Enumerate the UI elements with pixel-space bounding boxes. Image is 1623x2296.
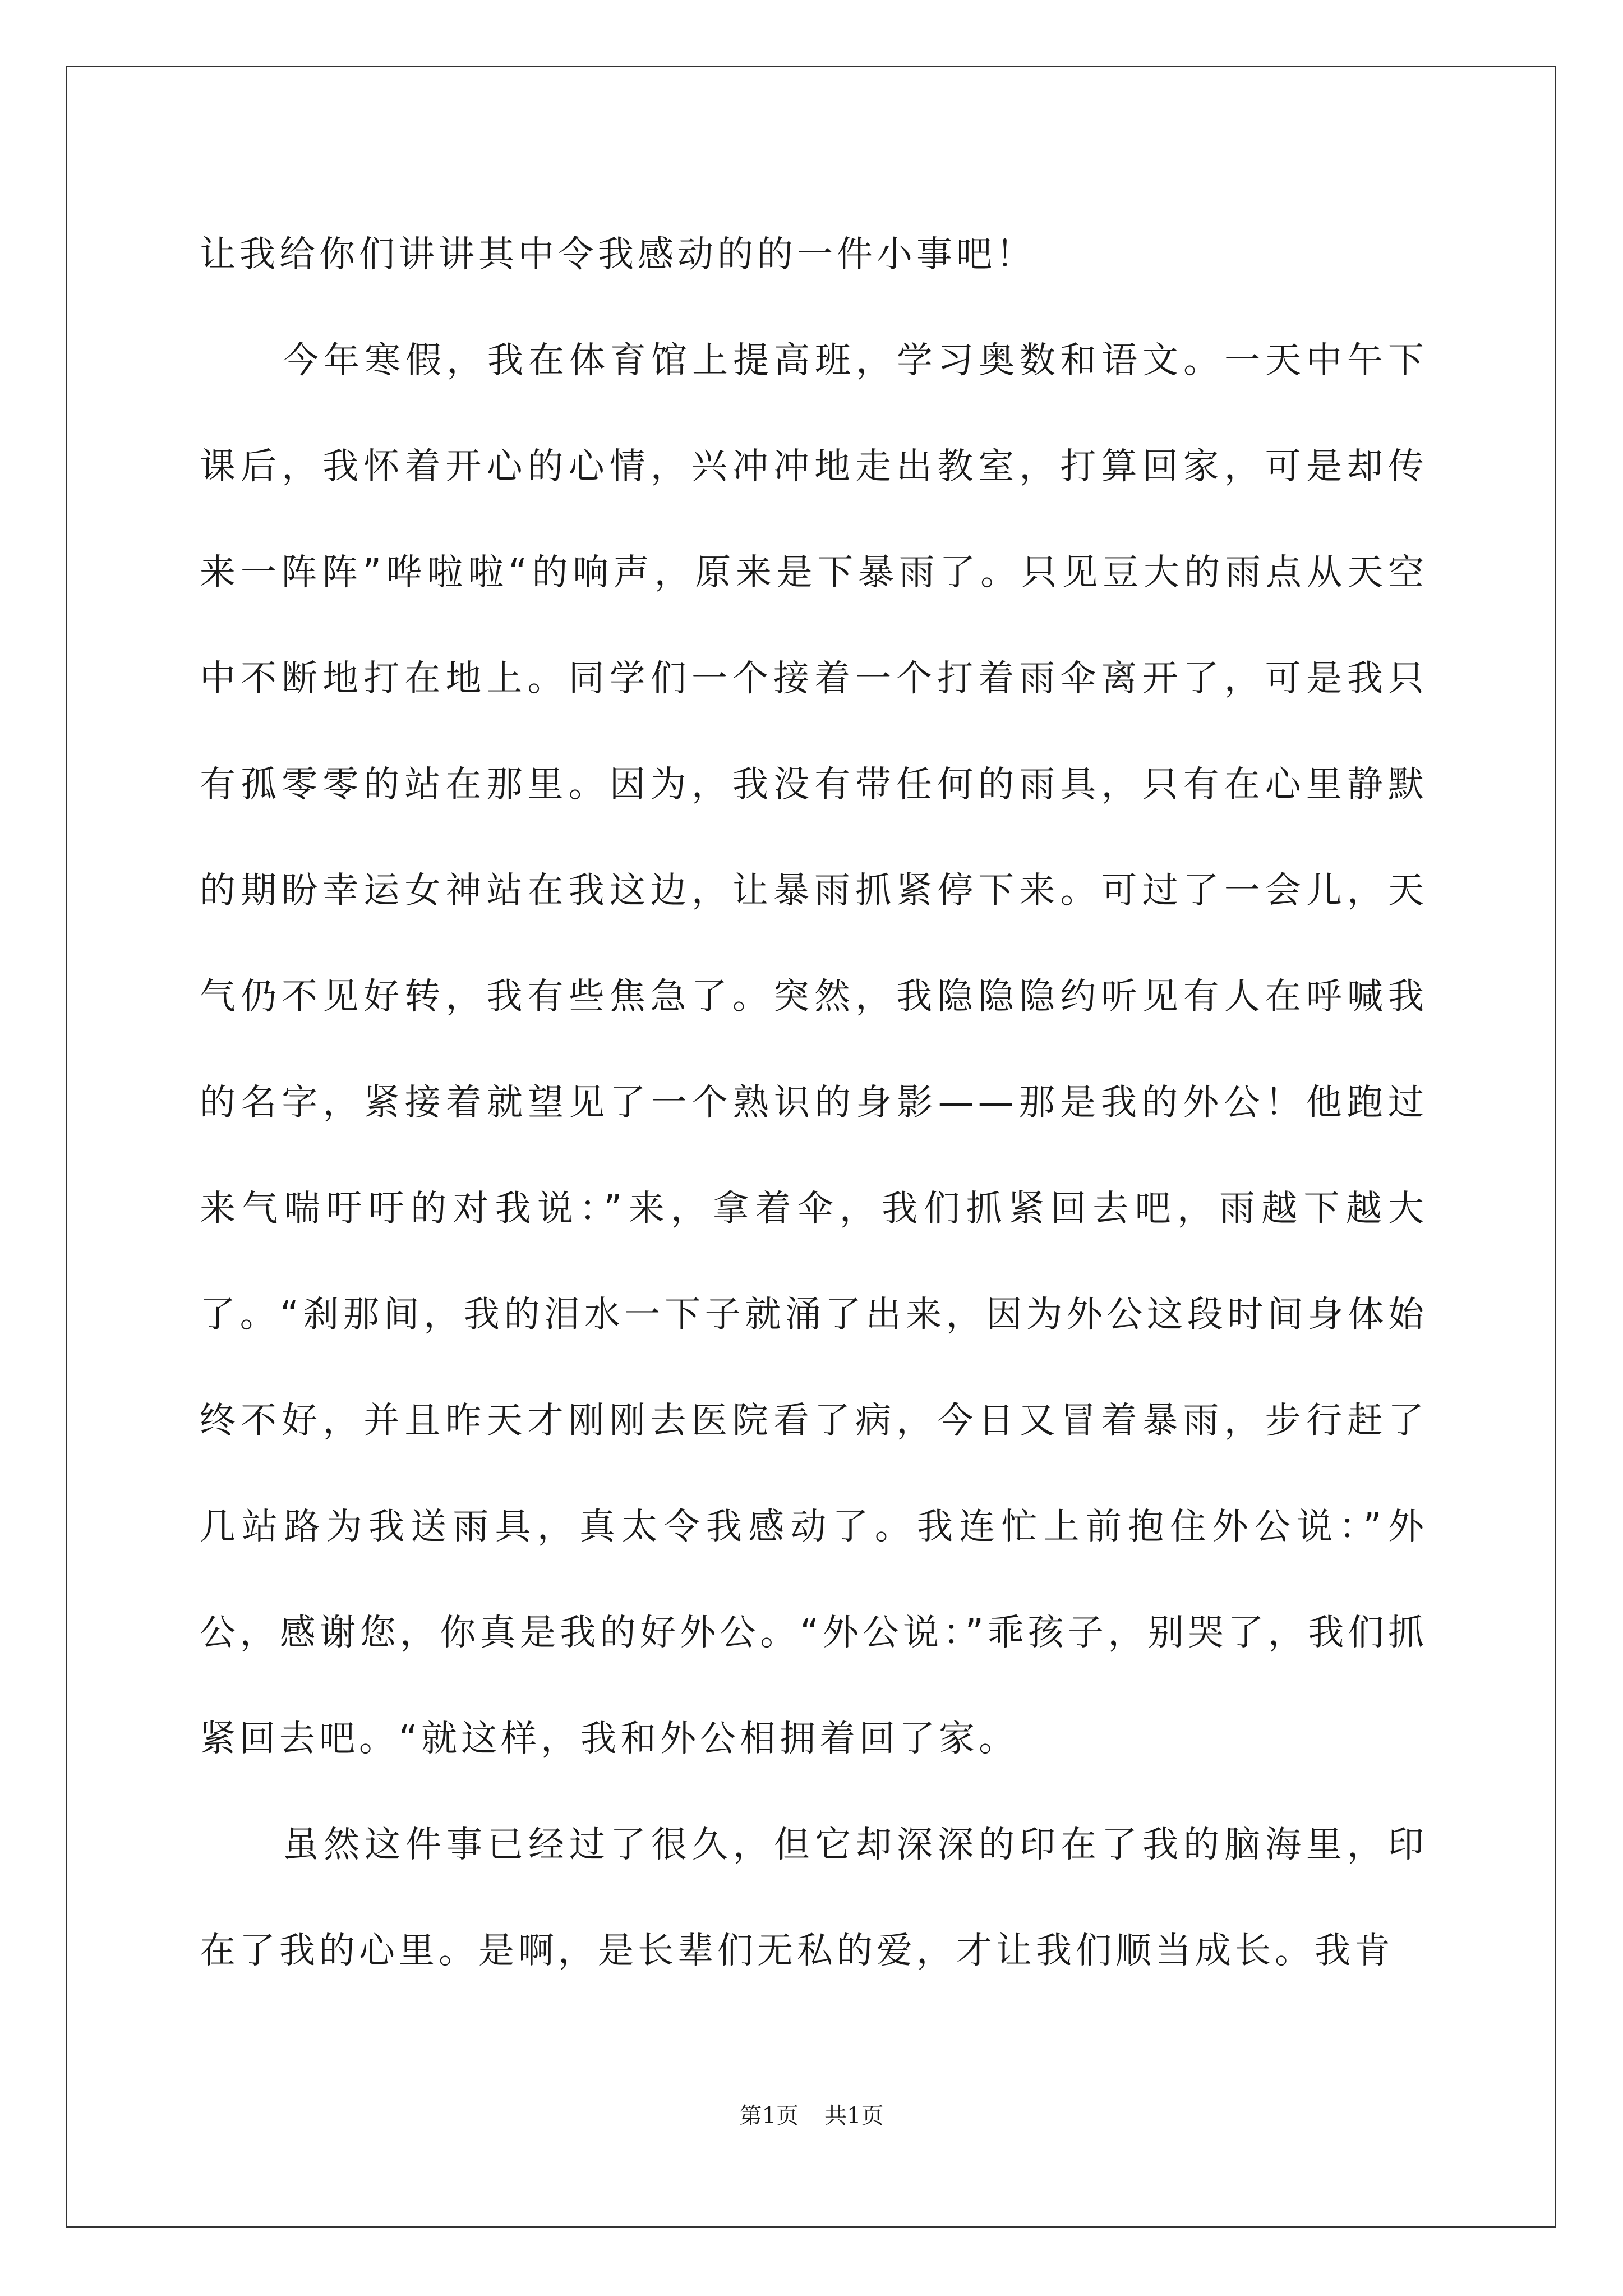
document-body bbox=[200, 202, 1428, 2004]
paragraph-reflection: 虽然这件事已经过了很久，但它却深深的印在了我的脑海里，印在了我的心里。是啊，是长辈们无私的爱，才让我们顺当成长。我肯 bbox=[200, 1824, 1428, 1972]
page-footer bbox=[0, 2098, 1623, 2130]
page-total: 共1页 bbox=[824, 2103, 884, 2129]
page-number: 第1页 bbox=[739, 2103, 799, 2129]
paragraph-story: 今年寒假，我在体育馆上提高班，学习奥数和语文。一天中午下课后，我怀着开心的心情，兴冲冲地走出教室，打算回家，可是却传来一阵阵”哗啦啦“的响声，原来是下暴雨了。只见豆大的雨点从天空中不断地打在地上。同学们一个接着一个打着雨伞离开了，可是我只有孤零零的站在那里。因为，我没有带任何的雨具，只有在心里静默的期盼幸运女神站在我这边，让暴雨抓紧停下来。可过了一会儿，天气仍不见好转，我有些焦急了。突然，我隐隐隐约听见有人在呼喊我的名字，紧接着就望见了一个熟识的身影——那是我的外公！他跑过来气喘吁吁的对我说：”来，拿着伞，我们抓紧回去吧，雨越下越大了。“刹那间，我的泪水一下子就涌了出来，因为外公这段时间身体始终不好，并且昨天才刚刚去医院看了病，今日又冒着暴雨，步行赶了几站路为我送雨具，真太令我感动了。我连忙上前抱住外公说：”外公，感谢您，你真是我的好外公。“外公说：”乖孩子，别哭了，我们抓紧回去吧。“就这样，我和外公相拥着回了家。 bbox=[200, 340, 1428, 1760]
paragraph-intro: 让我给你们讲讲其中令我感动的的一件小事吧！ bbox=[200, 234, 1036, 275]
